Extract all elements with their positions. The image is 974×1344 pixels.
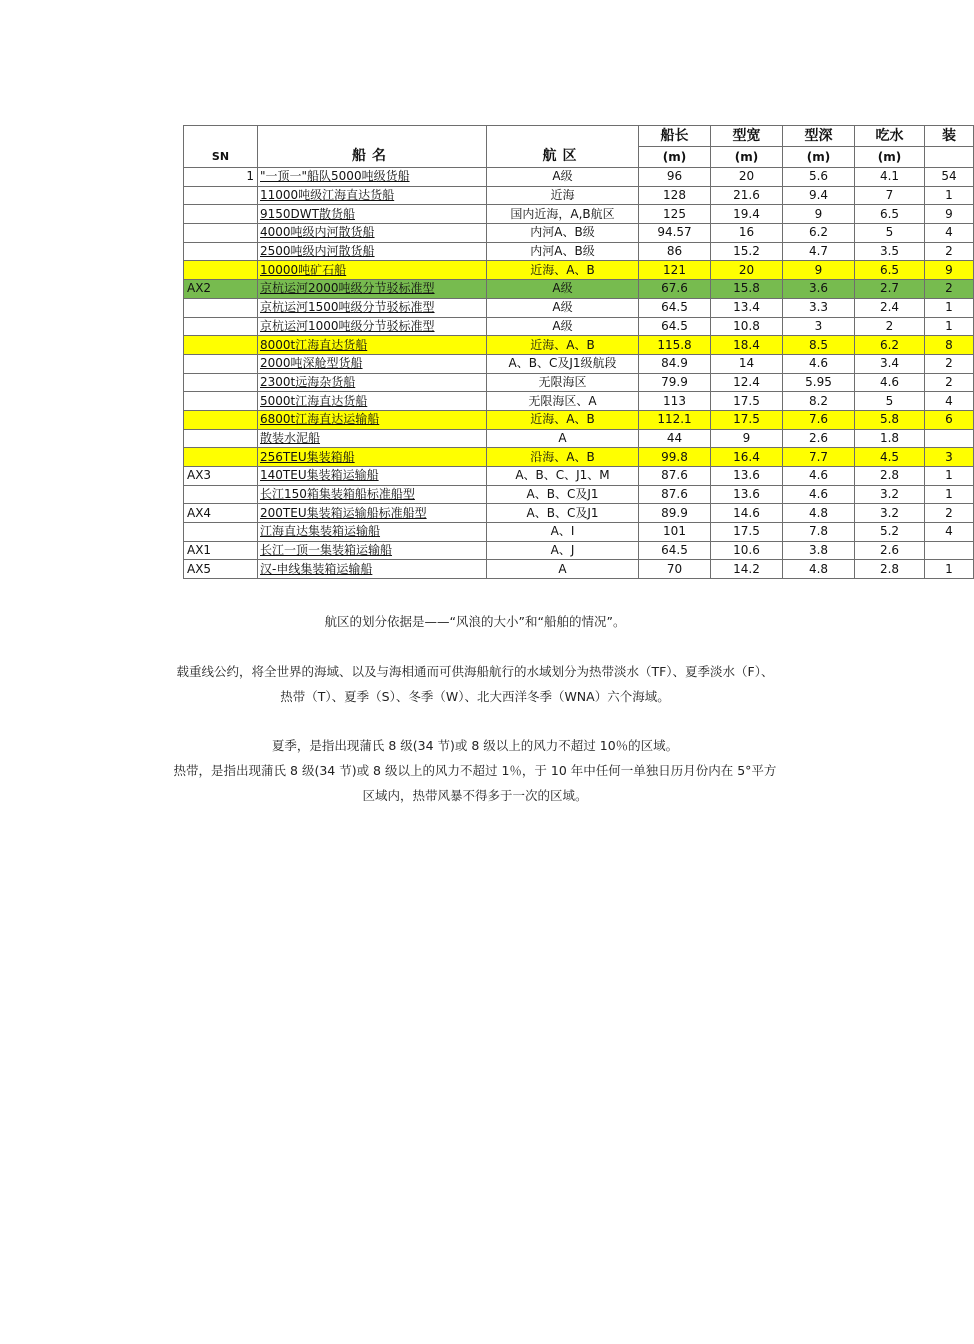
cell-sn <box>184 298 258 317</box>
cell-name: 5000t江海直达货船 <box>258 392 487 411</box>
cell-sn <box>184 410 258 429</box>
cell-area: 无限海区 <box>487 373 639 392</box>
header-draft: 吃水 <box>855 126 925 147</box>
cell-length: 64.5 <box>639 298 711 317</box>
header-capacity: 装 <box>925 126 974 147</box>
cell-draft: 5.2 <box>855 523 925 542</box>
cell-draft: 7 <box>855 186 925 205</box>
table-row <box>184 504 974 523</box>
cell-depth: 3.8 <box>783 541 855 560</box>
cell-capacity: 1 <box>925 298 974 317</box>
table-row <box>184 485 974 504</box>
cell-name: 256TEU集装箱船 <box>258 448 487 467</box>
cell-depth: 3 <box>783 317 855 336</box>
table-row <box>184 205 974 224</box>
cell-capacity: 54 <box>925 168 974 187</box>
cell-width: 16 <box>711 224 783 243</box>
cell-draft: 1.8 <box>855 429 925 448</box>
cell-capacity: 9 <box>925 261 974 280</box>
cell-sn <box>184 523 258 542</box>
cell-length: 44 <box>639 429 711 448</box>
header-navigation-area: 航区 <box>487 126 639 168</box>
cell-width: 15.8 <box>711 280 783 299</box>
cell-length: 70 <box>639 560 711 579</box>
cell-width: 9 <box>711 429 783 448</box>
cell-capacity: 4 <box>925 523 974 542</box>
header-unit: (m) <box>711 147 783 168</box>
table-row <box>184 168 974 187</box>
cell-width: 20 <box>711 168 783 187</box>
table-row <box>184 523 974 542</box>
cell-length: 67.6 <box>639 280 711 299</box>
cell-length: 101 <box>639 523 711 542</box>
cell-draft: 4.6 <box>855 373 925 392</box>
table-row <box>184 373 974 392</box>
cell-name: 散装水泥船 <box>258 429 487 448</box>
cell-length: 128 <box>639 186 711 205</box>
table-row <box>184 410 974 429</box>
paragraph-text: 夏季，是指出现蒲氏 8 级(34 节)或 8 级以上的风力不超过 10％的区域。 <box>271 738 679 753</box>
cell-sn <box>184 242 258 261</box>
cell-name: 200TEU集装箱运输船标准船型 <box>258 504 487 523</box>
cell-name: 140TEU集装箱运输船 <box>258 467 487 486</box>
cell-width: 12.4 <box>711 373 783 392</box>
cell-area: 近海、A、B <box>487 410 639 429</box>
table-row <box>184 429 974 448</box>
cell-capacity: 2 <box>925 280 974 299</box>
cell-name: 4000吨级内河散货船 <box>258 224 487 243</box>
paragraph-text: 载重线公约，将全世界的海域、以及与海相通而可供海船航行的水域划分为热带淡水（TF）、夏季淡水（F）、 <box>176 664 774 679</box>
cell-sn <box>184 373 258 392</box>
cell-width: 14.2 <box>711 560 783 579</box>
cell-area: A级 <box>487 298 639 317</box>
cell-capacity <box>925 429 974 448</box>
cell-length: 115.8 <box>639 336 711 355</box>
cell-capacity: 1 <box>925 467 974 486</box>
cell-name: 京杭运河1500吨级分节驳标准型 <box>258 298 487 317</box>
cell-length: 113 <box>639 392 711 411</box>
cell-capacity: 1 <box>925 560 974 579</box>
cell-area: 国内近海，A,B航区 <box>487 205 639 224</box>
paragraph-loadline <box>0 659 950 709</box>
cell-sn: AX2 <box>184 280 258 299</box>
paragraph-text: 区域内，热带风暴不得多于一次的区域。 <box>362 788 588 803</box>
cell-capacity: 2 <box>925 504 974 523</box>
cell-name: 8000t江海直达货船 <box>258 336 487 355</box>
cell-draft: 4.1 <box>855 168 925 187</box>
cell-width: 17.5 <box>711 410 783 429</box>
cell-length: 64.5 <box>639 317 711 336</box>
cell-depth: 4.7 <box>783 242 855 261</box>
table-row <box>184 242 974 261</box>
cell-area: A、J <box>487 541 639 560</box>
cell-sn <box>184 429 258 448</box>
cell-width: 13.6 <box>711 485 783 504</box>
cell-width: 15.2 <box>711 242 783 261</box>
cell-depth: 4.6 <box>783 467 855 486</box>
cell-length: 79.9 <box>639 373 711 392</box>
cell-capacity <box>925 541 974 560</box>
cell-sn: AX5 <box>184 560 258 579</box>
cell-width: 14.6 <box>711 504 783 523</box>
cell-sn <box>184 336 258 355</box>
cell-depth: 9 <box>783 261 855 280</box>
cell-draft: 5.8 <box>855 410 925 429</box>
cell-depth: 9.4 <box>783 186 855 205</box>
cell-area: A、B、C及J1 <box>487 485 639 504</box>
header-sn: SN <box>184 126 258 168</box>
table-row <box>184 261 974 280</box>
cell-capacity: 6 <box>925 410 974 429</box>
header-length: 船长 <box>639 126 711 147</box>
cell-sn <box>184 392 258 411</box>
cell-depth: 2.6 <box>783 429 855 448</box>
cell-draft: 2.7 <box>855 280 925 299</box>
cell-area: 沿海、A、B <box>487 448 639 467</box>
cell-depth: 3.3 <box>783 298 855 317</box>
cell-name: 长江一顶一集装箱运输船 <box>258 541 487 560</box>
table-row <box>184 467 974 486</box>
cell-area: A、B、C及J1 <box>487 504 639 523</box>
cell-draft: 3.2 <box>855 504 925 523</box>
cell-sn <box>184 448 258 467</box>
cell-capacity: 2 <box>925 242 974 261</box>
cell-length: 87.6 <box>639 485 711 504</box>
header-unit: (m) <box>639 147 711 168</box>
cell-width: 14 <box>711 354 783 373</box>
table-row <box>184 541 974 560</box>
table-row <box>184 317 974 336</box>
ship-spec-table-image <box>183 125 957 581</box>
ship-spec-table <box>183 125 974 579</box>
cell-name: 9150DWT散货船 <box>258 205 487 224</box>
cell-sn: AX4 <box>184 504 258 523</box>
cell-length: 89.9 <box>639 504 711 523</box>
cell-depth: 6.2 <box>783 224 855 243</box>
cell-sn <box>184 224 258 243</box>
cell-area: 近海、A、B <box>487 261 639 280</box>
cell-draft: 2.6 <box>855 541 925 560</box>
cell-capacity: 2 <box>925 354 974 373</box>
cell-length: 86 <box>639 242 711 261</box>
cell-depth: 3.6 <box>783 280 855 299</box>
cell-capacity: 2 <box>925 373 974 392</box>
cell-width: 10.6 <box>711 541 783 560</box>
cell-draft: 4.5 <box>855 448 925 467</box>
cell-depth: 4.8 <box>783 560 855 579</box>
cell-length: 96 <box>639 168 711 187</box>
cell-name: 2500吨级内河散货船 <box>258 242 487 261</box>
cell-length: 99.8 <box>639 448 711 467</box>
cell-name: 6800t江海直达运输船 <box>258 410 487 429</box>
cell-sn <box>184 205 258 224</box>
cell-length: 121 <box>639 261 711 280</box>
cell-area: 内河A、B级 <box>487 242 639 261</box>
cell-depth: 4.8 <box>783 504 855 523</box>
cell-capacity: 9 <box>925 205 974 224</box>
paragraph-text: 航区的划分依据是——“风浪的大小”和“船舶的情况”。 <box>324 614 626 629</box>
cell-depth: 9 <box>783 205 855 224</box>
cell-length: 84.9 <box>639 354 711 373</box>
cell-name: 11000吨级江海直达货船 <box>258 186 487 205</box>
cell-sn <box>184 261 258 280</box>
cell-depth: 8.5 <box>783 336 855 355</box>
cell-draft: 2.4 <box>855 298 925 317</box>
cell-depth: 4.6 <box>783 354 855 373</box>
cell-capacity: 1 <box>925 317 974 336</box>
cell-width: 16.4 <box>711 448 783 467</box>
cell-sn: 1 <box>184 168 258 187</box>
ship-rows <box>184 168 974 579</box>
cell-width: 21.6 <box>711 186 783 205</box>
cell-capacity: 4 <box>925 392 974 411</box>
cell-area: A、I <box>487 523 639 542</box>
cell-draft: 6.5 <box>855 261 925 280</box>
cell-area: 近海 <box>487 186 639 205</box>
cell-width: 10.8 <box>711 317 783 336</box>
header-unit-blank <box>925 147 974 168</box>
table-row <box>184 560 974 579</box>
cell-capacity: 1 <box>925 485 974 504</box>
paragraph-text: 热带，是指出现蒲氏 8 级(34 节)或 8 级以上的风力不超过 1％，于 10 年中任何一单独日历月份内在 5°平方 <box>173 763 777 778</box>
cell-length: 64.5 <box>639 541 711 560</box>
cell-area: A级 <box>487 280 639 299</box>
cell-width: 20 <box>711 261 783 280</box>
cell-capacity: 1 <box>925 186 974 205</box>
cell-draft: 2.8 <box>855 467 925 486</box>
cell-area: 无限海区、A <box>487 392 639 411</box>
paragraph-text: 热带（T）、夏季（S）、冬季（W）、北大西洋冬季（WNA）六个海域。 <box>280 689 670 704</box>
cell-draft: 5 <box>855 392 925 411</box>
table-row <box>184 298 974 317</box>
cell-draft: 3.2 <box>855 485 925 504</box>
cell-name: 京杭运河2000吨级分节驳标准型 <box>258 280 487 299</box>
cell-draft: 6.2 <box>855 336 925 355</box>
cell-length: 94.57 <box>639 224 711 243</box>
paragraph-basis <box>0 609 950 634</box>
cell-area: A <box>487 429 639 448</box>
cell-draft: 2 <box>855 317 925 336</box>
cell-area: 内河A、B级 <box>487 224 639 243</box>
cell-name: 2300t远海杂货船 <box>258 373 487 392</box>
cell-area: A级 <box>487 168 639 187</box>
header-ship-name: 船名 <box>258 126 487 168</box>
header-depth: 型深 <box>783 126 855 147</box>
cell-length: 125 <box>639 205 711 224</box>
cell-sn <box>184 186 258 205</box>
cell-depth: 8.2 <box>783 392 855 411</box>
cell-area: A <box>487 560 639 579</box>
table-row <box>184 354 974 373</box>
cell-capacity: 8 <box>925 336 974 355</box>
cell-capacity: 4 <box>925 224 974 243</box>
cell-depth: 7.7 <box>783 448 855 467</box>
cell-name: 汉-申线集装箱运输船 <box>258 560 487 579</box>
cell-name: 2000吨深舱型货船 <box>258 354 487 373</box>
table-row <box>184 224 974 243</box>
cell-depth: 4.6 <box>783 485 855 504</box>
cell-width: 17.5 <box>711 392 783 411</box>
cell-name: 江海直达集装箱运输船 <box>258 523 487 542</box>
table-row <box>184 186 974 205</box>
paragraph-summer-tropical <box>0 733 950 808</box>
cell-depth: 5.6 <box>783 168 855 187</box>
cell-name: "一顶一"船队5000吨级货船 <box>258 168 487 187</box>
cell-area: A、B、C、J1、M <box>487 467 639 486</box>
cell-width: 18.4 <box>711 336 783 355</box>
header-unit: (m) <box>855 147 925 168</box>
cell-name: 京杭运河1000吨级分节驳标准型 <box>258 317 487 336</box>
table-row <box>184 280 974 299</box>
cell-draft: 3.5 <box>855 242 925 261</box>
header-unit: (m) <box>783 147 855 168</box>
cell-sn: AX3 <box>184 467 258 486</box>
header-width: 型宽 <box>711 126 783 147</box>
cell-area: 近海、A、B <box>487 336 639 355</box>
cell-capacity: 3 <box>925 448 974 467</box>
cell-width: 19.4 <box>711 205 783 224</box>
cell-depth: 5.95 <box>783 373 855 392</box>
cell-draft: 5 <box>855 224 925 243</box>
cell-draft: 3.4 <box>855 354 925 373</box>
table-row <box>184 392 974 411</box>
cell-depth: 7.6 <box>783 410 855 429</box>
cell-name: 长江150箱集装箱船标准船型 <box>258 485 487 504</box>
cell-draft: 2.8 <box>855 560 925 579</box>
cell-width: 13.6 <box>711 467 783 486</box>
cell-depth: 7.8 <box>783 523 855 542</box>
cell-area: A级 <box>487 317 639 336</box>
cell-width: 17.5 <box>711 523 783 542</box>
cell-sn: AX1 <box>184 541 258 560</box>
cell-length: 87.6 <box>639 467 711 486</box>
cell-sn <box>184 485 258 504</box>
cell-draft: 6.5 <box>855 205 925 224</box>
table-row <box>184 336 974 355</box>
table-row <box>184 448 974 467</box>
cell-area: A、B、C及J1级航段 <box>487 354 639 373</box>
cell-sn <box>184 317 258 336</box>
cell-name: 10000吨矿石船 <box>258 261 487 280</box>
cell-width: 13.4 <box>711 298 783 317</box>
cell-length: 112.1 <box>639 410 711 429</box>
cell-sn <box>184 354 258 373</box>
